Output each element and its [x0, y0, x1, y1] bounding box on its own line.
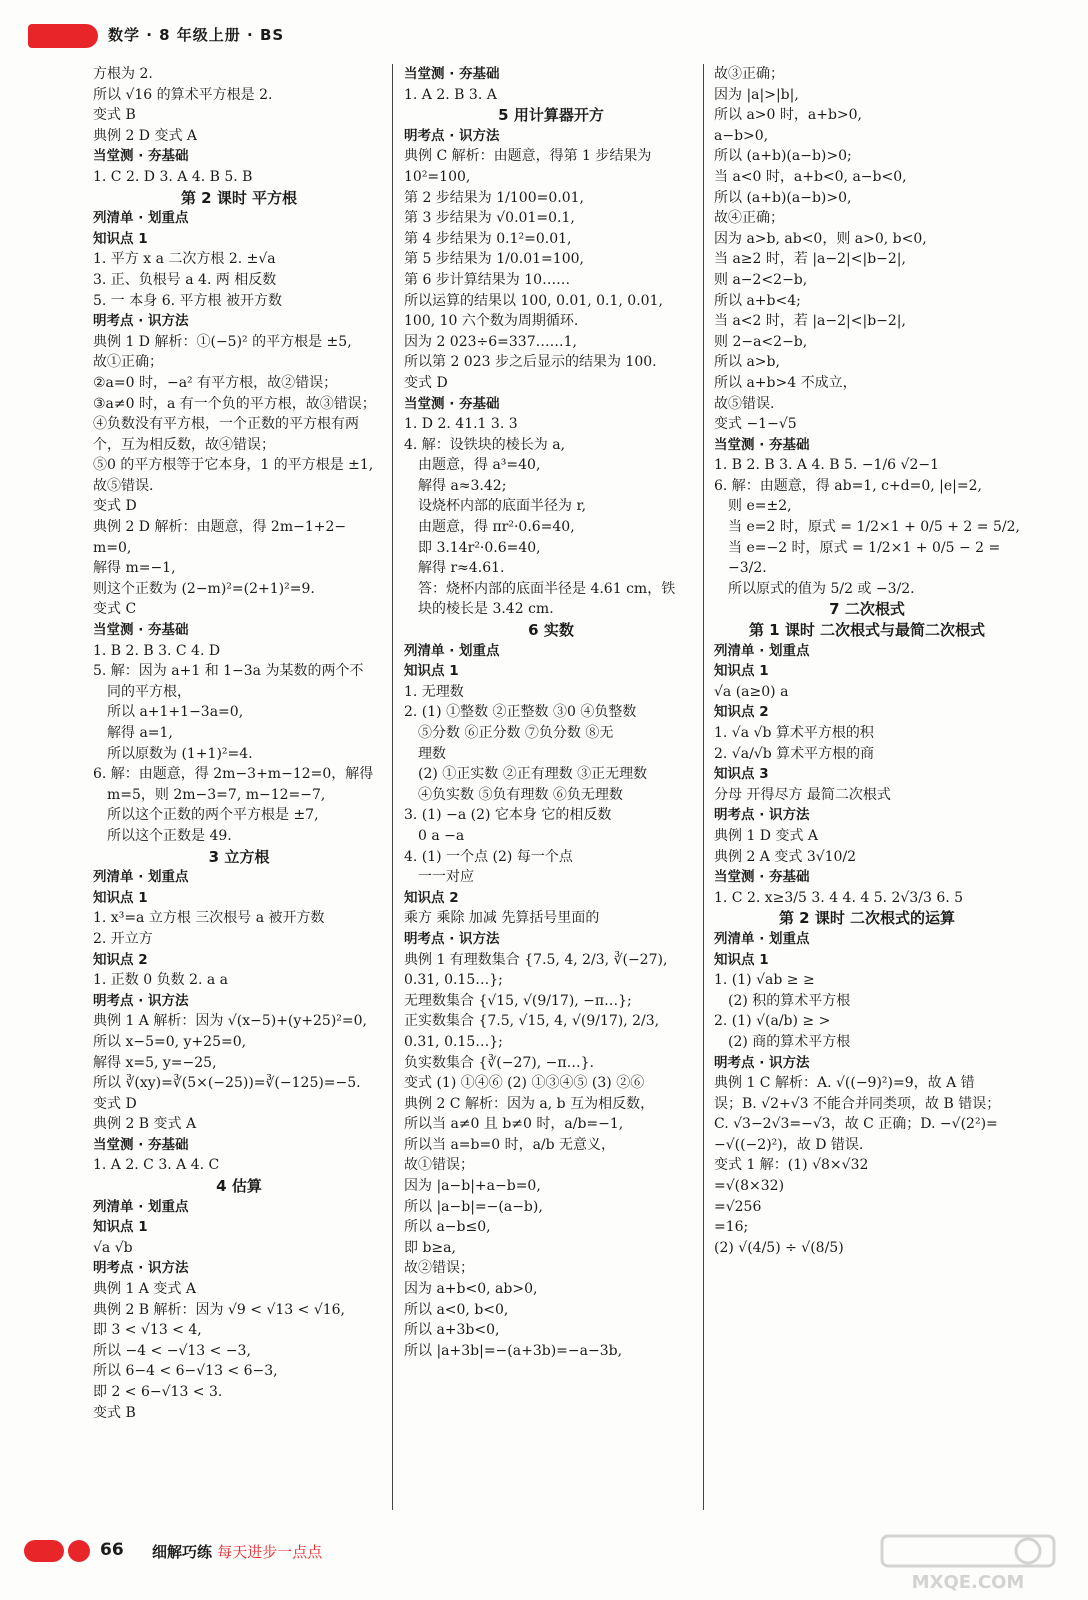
text-line: 因为 a+b<0, ab>0,: [404, 1281, 538, 1298]
subsection-label: 知识点 1: [714, 951, 769, 968]
text-line: 解得 x=5, y=−25,: [93, 1054, 217, 1071]
text-line: 所以 a+1+1−3a=0,: [107, 704, 244, 721]
subsection-label: 知识点 1: [404, 663, 459, 680]
text-line: 变式 D: [93, 1095, 137, 1112]
subsection-label: 知识点 1: [93, 230, 148, 247]
text-line: 因为 |a|>|b|,: [714, 86, 799, 103]
text-line: 1. 正数 0 负数 2. a a: [93, 972, 229, 989]
text-line: 块的棱长是 3.42 cm.: [418, 601, 554, 618]
subsection-label: 明考点 · 识方法: [93, 992, 189, 1009]
text-line: 当 a<0 时，a+b<0, a−b<0,: [714, 168, 907, 185]
subsection-label: 当堂测 · 夯基础: [404, 395, 500, 412]
text-line: 所以 6−4 < 6−√13 < 6−3,: [93, 1363, 278, 1380]
text-line: 1. C 2. x≥3/5 3. 4 4. 4 5. 2√3/3 6. 5: [714, 889, 964, 906]
text-line: 一一对应: [418, 869, 474, 886]
text-line: 所以 a+b<4;: [714, 292, 801, 309]
text-line: 第 3 步结果为 √0.01=0.1,: [404, 210, 575, 227]
text-line: 0 a −a: [418, 827, 465, 844]
text-line: 典例 1 D 解析：①(−5)² 的平方根是 ±5,: [93, 333, 352, 350]
text-line: ⑤分数 ⑥正分数 ⑦负分数 ⑧无: [418, 725, 614, 741]
subsection-label: 明考点 · 识方法: [93, 313, 189, 330]
text-line: 所以第 2 023 步之后显示的结果为 100.: [404, 354, 657, 371]
text-line: m=5，则 2m−3=7, m−12=−7,: [107, 786, 326, 803]
text-line: 所以这个正数是 49.: [107, 827, 232, 844]
text-line: 解得 r≈4.61.: [418, 560, 505, 577]
text-line: 因为 a>b, ab<0，则 a>0, b<0,: [714, 230, 927, 247]
text-line: 变式 B: [93, 107, 136, 124]
text-line: =√(8×32): [714, 1178, 785, 1195]
text-line: 2. √a/√b 算术平方根的商: [714, 745, 875, 762]
text-line: 1. 平方 x a 二次方根 2. ±√a: [93, 251, 276, 268]
text-line: m=0,: [93, 539, 132, 556]
text-line: 1. √a √b 算术平方根的积: [714, 725, 874, 741]
text-line: a−b>0,: [714, 127, 769, 144]
text-line: 理数: [418, 745, 446, 762]
text-line: 1. x³=a 立方根 三次根号 a 被开方数: [93, 910, 325, 927]
text-line: 个，互为相反数，故④错误；: [93, 436, 275, 453]
text-line: 变式 −1−√5: [714, 416, 797, 433]
text-line: 方根为 2.: [93, 66, 153, 82]
text-line: ③a≠0 时，a 有一个负的平方根，故③错误；: [93, 395, 376, 412]
text-line: 所以 a+b>4 不成立，: [714, 374, 857, 391]
text-line: 所以 a<0, b<0,: [404, 1301, 509, 1318]
text-line: (2) ①正实数 ②正有理数 ③正无理数: [418, 766, 648, 783]
text-line: 典例 2 B 解析：因为 √9 < √13 < √16,: [93, 1301, 346, 1318]
text-line: 所以 ∛(xy)=∛(5×(−25))=∛(−125)=−5.: [93, 1075, 361, 1092]
text-line: 无理数集合 {√15, √(9/17), −π…};: [404, 992, 632, 1009]
section-heading: 第 2 课时 二次根式的运算: [778, 909, 956, 928]
text-line: 所以 a+3b<0,: [404, 1322, 500, 1339]
text-line: 变式 C: [93, 601, 137, 618]
column-divider: [703, 64, 704, 1510]
text-line: 1. B 2. B 3. A 4. B 5. −1/6 √2−1: [714, 457, 939, 474]
text-line: =16;: [714, 1219, 749, 1236]
subsection-label: 明考点 · 识方法: [714, 807, 810, 824]
text-line: √a √b: [93, 1239, 133, 1256]
text-line: ②a=0 时，−a² 有平方根，故②错误；: [93, 374, 338, 391]
text-line: 当 e=2 时，原式 = 1/2×1 + 0/5 + 2 = 5/2,: [728, 519, 1020, 536]
text-line: 解得 m=−1,: [93, 560, 176, 577]
section-heading: 7 二次根式: [829, 600, 905, 619]
text-line: 0.31, 0.15̇…};: [404, 972, 503, 989]
text-line: √a (a≥0) a: [714, 683, 789, 700]
section-heading: 6 实数: [528, 621, 574, 640]
text-line: 所以原式的值为 5/2 或 −3/2.: [728, 580, 915, 597]
text-line: (2) 积的算术平方根: [728, 992, 851, 1009]
text-line: 所以 |a−b|=−(a−b),: [404, 1198, 543, 1215]
text-line: 故②错误；: [404, 1260, 474, 1277]
text-line: 故①错误；: [404, 1157, 474, 1174]
text-line: 3. 正、负根号 a 4. 两 相反数: [93, 271, 277, 288]
text-line: 所以这个正数的两个平方根是 ±7,: [107, 807, 319, 824]
text-line: 典例 2 B 变式 A: [93, 1116, 197, 1133]
subsection-label: 知识点 2: [714, 704, 769, 721]
subsection-label: 知识点 3: [714, 766, 769, 783]
text-line: 2. 开立方: [93, 930, 153, 947]
text-line: 故④正确；: [714, 210, 784, 227]
text-line: 分母 开得尽方 最简二次根式: [714, 786, 891, 803]
subsection-label: 知识点 1: [93, 1219, 148, 1236]
subsection-label: 当堂测 · 夯基础: [714, 436, 810, 453]
text-line: 1. D 2. 41.1 3. 3: [404, 416, 518, 433]
watermark-logo: [878, 1532, 1058, 1594]
subsection-label: 当堂测 · 夯基础: [93, 148, 189, 165]
subsection-label: 明考点 · 识方法: [714, 1054, 810, 1071]
section-heading: 第 2 课时 平方根: [180, 188, 298, 207]
text-line: C. √3−2√3=−√3，故 C 正确；D. −√(2²)=: [714, 1116, 998, 1133]
text-line: 2. (1) ①整数 ②正整数 ③0 ④负整数: [404, 704, 637, 721]
text-line: 变式 D: [404, 374, 448, 391]
text-line: 同的平方根，: [107, 683, 191, 700]
section-heading: 3 立方根: [208, 847, 270, 866]
text-line: 所以 −4 < −√13 < −3,: [93, 1342, 251, 1359]
section-heading: 第 1 课时 二次根式与最简二次根式: [748, 621, 986, 640]
text-line: 因为 |a−b|+a−b=0,: [404, 1178, 541, 1195]
text-line: 即 3 < √13 < 4,: [93, 1322, 202, 1339]
text-line: 变式 1 解：(1) √8×√32: [714, 1157, 869, 1174]
text-line: 典例 1 A 变式 A: [93, 1281, 196, 1298]
column-1: [93, 64, 385, 1522]
subsection-label: 明考点 · 识方法: [404, 930, 500, 947]
text-line: 1. C 2. D 3. A 4. B 5. B: [93, 168, 253, 185]
text-line: 1. 无理数: [404, 683, 464, 700]
text-line: 当 e=−2 时，原式 = 1/2×1 + 0/5 − 2 =: [728, 539, 1001, 556]
text-line: 所以当 a=b=0 时，a/b 无意义，: [404, 1136, 616, 1153]
text-line: 第 5 步结果为 1/0.01=100,: [404, 251, 584, 268]
column-divider: [392, 64, 393, 1510]
text-line: 由题意，得 a³=40,: [418, 457, 541, 474]
text-line: 解得 a≈3.42;: [418, 477, 507, 494]
text-line: 因为 2 023÷6=337……1,: [404, 333, 577, 350]
text-line: 变式 D: [93, 498, 137, 515]
subsection-label: 明考点 · 识方法: [404, 127, 500, 144]
text-line: 10²=100,: [404, 168, 471, 185]
text-line: −√((−2)²)，故 D 错误.: [714, 1136, 864, 1153]
subsection-label: 列清单 · 划重点: [714, 930, 810, 947]
text-line: 第 2 步结果为 1/100=0.01,: [404, 189, 584, 206]
subsection-label: 列清单 · 划重点: [404, 642, 500, 659]
text-line: 所以运算的结果以 100, 0.01, 0.1, 0.01,: [404, 292, 663, 309]
text-line: −3/2.: [728, 560, 767, 577]
text-line: 则 e=±2,: [728, 498, 792, 515]
page-header: [28, 22, 1088, 52]
text-line: 1. (1) √ab ≥ ≥: [714, 972, 815, 989]
header-title: 数学 · 8 年级上册 · BS: [108, 26, 285, 44]
text-line: 典例 1 D 变式 A: [714, 827, 819, 844]
text-line: 由题意，得 πr²·0.6=40,: [418, 519, 575, 536]
watermark-text: MXQE.COM: [911, 1572, 1025, 1593]
text-line: 第 6 步计算结果为 10……: [404, 271, 571, 288]
text-line: 典例 2 D 解析：由题意，得 2m−1+2−: [93, 519, 347, 536]
text-line: 所以 √16 的算术平方根是 2.: [93, 86, 273, 103]
footer-brand: [152, 1541, 322, 1562]
text-line: 变式 (1) ①④⑥ (2) ①③④⑤ (3) ②⑥: [404, 1075, 645, 1092]
text-line: 3. (1) −a (2) 它本身 它的相反数: [404, 807, 612, 824]
text-line: ④负数没有平方根，一个正数的平方根有两: [93, 416, 359, 433]
subsection-label: 当堂测 · 夯基础: [93, 1136, 189, 1153]
header-red-tab: [28, 24, 98, 48]
text-line: 即 3.14r²·0.6=40,: [418, 539, 541, 556]
text-line: 典例 1 C 解析：A. √((−9)²)=9，故 A 错: [714, 1075, 975, 1092]
text-line: 典例 2 A 变式 3√10/2: [714, 848, 857, 865]
subsection-label: 列清单 · 划重点: [93, 869, 189, 886]
text-line: 则 2−a<2−b,: [714, 333, 808, 350]
text-line: 当 a≥2 时，若 |a−2|<|b−2|,: [714, 251, 906, 268]
text-line: 所以 (a+b)(a−b)>0,: [714, 189, 852, 206]
text-line: 即 2 < 6−√13 < 3.: [93, 1384, 223, 1400]
text-line: 设烧杯内部的底面半径为 r,: [418, 498, 587, 515]
text-line: 即 b≥a,: [404, 1239, 456, 1256]
text-line: 故⑤错误.: [93, 477, 154, 494]
column-2: [404, 64, 698, 1522]
text-line: 1. A 2. B 3. A: [404, 86, 497, 103]
text-line: 典例 C 解析：由题意，得第 1 步结果为: [404, 148, 652, 165]
text-line: 误；B. √2+√3 不能合并同类项，故 B 错误；: [714, 1095, 1001, 1112]
footer-red-dot: [68, 1540, 90, 1562]
column-3: [714, 64, 1020, 1522]
section-heading: 5 用计算器开方: [498, 106, 604, 125]
text-line: 100, 10 六个数为周期循环.: [404, 313, 579, 330]
text-line: ⑤0 的平方根等于它本身，1 的平方根是 ±1,: [93, 457, 374, 474]
text-line: ④负实数 ⑤负有理数 ⑥负无理数: [418, 786, 623, 803]
text-line: (2) 商的算术平方根: [728, 1033, 851, 1050]
subsection-label: 知识点 1: [93, 889, 148, 906]
text-line: 变式 B: [93, 1404, 136, 1421]
text-line: 则这个正数为 (2−m)²=(2+1)²=9.: [93, 580, 315, 597]
brand-name: 细解巧练: [152, 1543, 213, 1561]
subsection-label: 知识点 2: [93, 951, 148, 968]
text-line: 所以原数为 (1+1)²=4.: [107, 745, 253, 762]
text-line: 5. 解：因为 a+1 和 1−3a 为某数的两个不: [93, 663, 364, 680]
subsection-label: 列清单 · 划重点: [93, 210, 189, 227]
text-line: 所以 (a+b)(a−b)>0;: [714, 148, 852, 165]
subsection-label: 列清单 · 划重点: [93, 1198, 189, 1215]
subsection-label: 知识点 1: [714, 663, 769, 680]
subsection-label: 当堂测 · 夯基础: [404, 66, 500, 82]
page-number: 66: [100, 1540, 124, 1560]
text-line: 故⑤错误.: [714, 395, 775, 412]
text-line: 所以 |a+3b|=−(a+3b)=−a−3b,: [404, 1342, 623, 1359]
text-line: 0.31, 0.15̇…};: [404, 1033, 503, 1050]
text-line: 4. (1) 一个点 (2) 每一个点: [404, 848, 573, 865]
text-line: 所以当 a≠0 且 b≠0 时，a/b=−1,: [404, 1116, 624, 1133]
text-line: (2) √(4/5) ÷ √(8/5): [714, 1239, 844, 1256]
subsection-label: 当堂测 · 夯基础: [714, 869, 810, 886]
text-line: =√256: [714, 1198, 762, 1215]
text-line: 故①正确；: [93, 354, 163, 371]
text-line: 答：烧杯内部的底面半径是 4.61 cm，铁: [418, 580, 676, 597]
subsection-label: 知识点 2: [404, 889, 459, 906]
subsection-label: 当堂测 · 夯基础: [93, 622, 189, 639]
text-line: 典例 2 C 解析：因为 a, b 互为相反数，: [404, 1095, 655, 1112]
text-line: 所以 x−5=0, y+25=0,: [93, 1033, 247, 1050]
text-line: 负实数集合 {∛(−27), −π…}.: [404, 1054, 594, 1071]
text-line: 1. B 2. B 3. C 4. D: [93, 642, 221, 659]
text-line: 5. 一 本身 6. 平方根 被开方数: [93, 292, 282, 309]
text-line: 所以 a>0 时，a+b>0,: [714, 107, 863, 124]
section-heading: 4 估算: [216, 1177, 262, 1196]
text-line: 所以 a>b,: [714, 354, 780, 371]
text-line: 解得 a=1,: [107, 725, 173, 741]
text-line: 所以 a−b≤0,: [404, 1219, 491, 1236]
text-line: 当 a<2 时，若 |a−2|<|b−2|,: [714, 313, 906, 330]
text-line: 故③正确；: [714, 66, 784, 82]
text-line: 第 4 步结果为 0.1²=0.01,: [404, 230, 572, 247]
subsection-label: 列清单 · 划重点: [714, 642, 810, 659]
text-line: 正实数集合 {7.5, √15, 4, √(9/17), 2/3,: [404, 1013, 660, 1030]
footer-red-pill: [24, 1540, 64, 1562]
text-line: 典例 2 D 变式 A: [93, 127, 198, 144]
text-line: 典例 1 A 解析：因为 √(x−5)+(y+25)²=0,: [93, 1013, 368, 1030]
text-line: 1. A 2. C 3. A 4. C: [93, 1157, 220, 1174]
text-line: 乘方 乘除 加减 先算括号里面的: [404, 910, 600, 927]
brand-slogan: 每天进步一点点: [217, 1543, 323, 1561]
text-line: 典例 1 有理数集合 {7.5, 4, 2/3, ∛(−27),: [404, 951, 668, 968]
text-line: 6. 解：由题意，得 ab=1, c+d=0, |e|=2,: [714, 477, 982, 494]
text-line: 2. (1) √(a/b) ≥ >: [714, 1013, 831, 1030]
subsection-label: 明考点 · 识方法: [93, 1260, 189, 1277]
text-line: 则 a−2<2−b,: [714, 271, 808, 288]
text-line: 6. 解：由题意，得 2m−3+m−12=0，解得: [93, 766, 374, 783]
text-line: 4. 解：设铁块的棱长为 a,: [404, 436, 566, 453]
